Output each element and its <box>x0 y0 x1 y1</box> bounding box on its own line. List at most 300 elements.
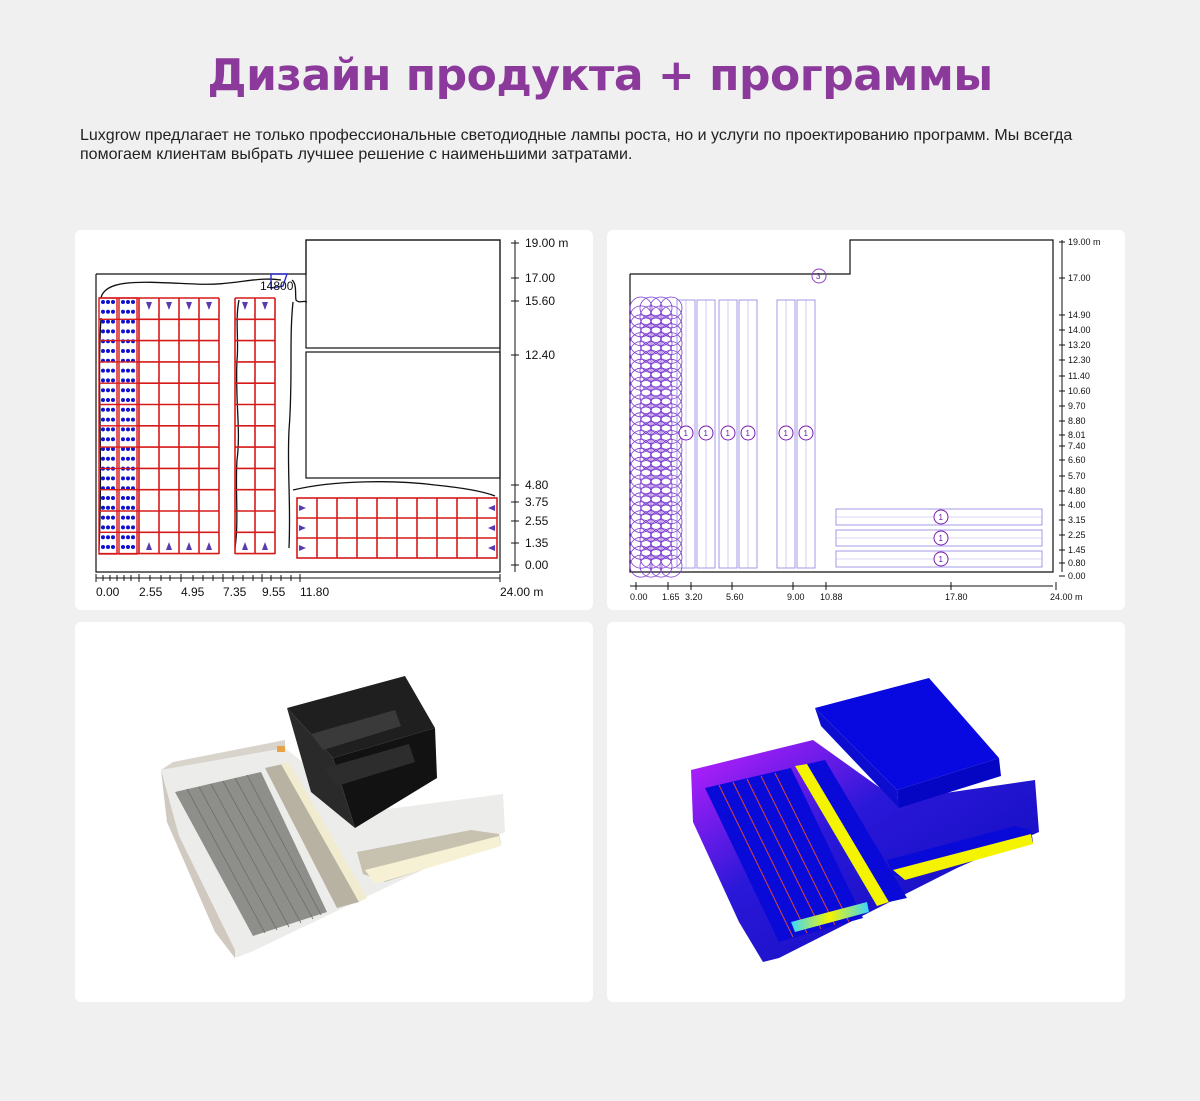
fixture-dot <box>111 408 115 412</box>
fixture-dot <box>131 437 135 441</box>
fixture-circle <box>650 350 672 372</box>
fixture-circle-array <box>630 297 682 577</box>
y-tick-label: 0.80 <box>1068 558 1086 568</box>
page-description: Luxgrow предлагает не только профессиональные светодиодные лампы роста, но и услуги по проектированию программ. Мы всегда помогаем клиентам выбрать лучшее решение с наименьшими затратами. <box>80 127 1073 163</box>
fixture-dot <box>101 320 105 324</box>
x-tick-label: 4.95 <box>181 585 205 599</box>
fixture-dot <box>101 437 105 441</box>
fixture-label: 1 <box>938 555 943 564</box>
arrow-marker <box>262 302 268 310</box>
fixture-circle <box>630 537 652 559</box>
fixture-circle <box>650 520 672 542</box>
fixture-dot <box>111 457 115 461</box>
fixture-dot <box>111 545 115 549</box>
fixture-dot <box>106 457 110 461</box>
fixture-circle <box>630 324 652 346</box>
fixture-dot <box>121 369 125 373</box>
fixture-circle <box>650 493 672 515</box>
fixture-circle <box>660 377 682 399</box>
fixture-dot <box>131 398 135 402</box>
fixture-circle <box>660 333 682 355</box>
fixture-circle <box>660 520 682 542</box>
fixture-circle <box>630 439 652 461</box>
fixture-circle <box>640 342 662 364</box>
fixture-dot <box>121 506 125 510</box>
fixture-dot <box>126 310 130 314</box>
fixture-dot <box>121 427 125 431</box>
x-tick-label: 0.00 <box>630 592 648 602</box>
arrow-marker <box>166 542 172 550</box>
fixture-circle <box>650 511 672 533</box>
fixture-circle <box>660 466 682 488</box>
y-tick-label: 0.00 <box>525 558 549 572</box>
y-tick-label: 4.80 <box>1068 486 1086 496</box>
y-axis-ticks <box>511 236 568 572</box>
fixture-circle <box>630 502 652 524</box>
fixture-circle <box>650 528 672 550</box>
fixture-circle <box>660 439 682 461</box>
fixture-dot <box>131 496 135 500</box>
fixture-dot <box>126 398 130 402</box>
arrow-marker <box>488 505 495 511</box>
fixture-circle <box>660 528 682 550</box>
fixture-dot <box>106 349 110 353</box>
fixture-dot <box>121 496 125 500</box>
fixture-dot <box>121 329 125 333</box>
fixture-dot <box>111 369 115 373</box>
x-tick-label: 10.88 <box>820 592 843 602</box>
fixture-dot <box>131 388 135 392</box>
fixture-dot <box>131 310 135 314</box>
fixture-circle <box>640 297 662 319</box>
x-tick-label: 1.65 <box>662 592 680 602</box>
fixture-dot <box>111 300 115 304</box>
fixture-dot <box>106 535 110 539</box>
fixture-dot <box>126 535 130 539</box>
fixture-circle <box>640 502 662 524</box>
x-tick-label: 3.20 <box>685 592 703 602</box>
arrow-marker <box>186 542 192 550</box>
arrow-marker <box>166 302 172 310</box>
fixture-dot <box>121 476 125 480</box>
fixture-circle <box>630 457 652 479</box>
fixture-dot <box>126 349 130 353</box>
arrow-marker <box>186 302 192 310</box>
fixture-circle <box>650 297 672 319</box>
fixture-circle <box>650 324 672 346</box>
fixture-circle <box>650 404 672 426</box>
fixture-circle <box>640 413 662 435</box>
fixture-circle <box>640 377 662 399</box>
fixture-circle <box>630 511 652 533</box>
y-axis-ticks <box>1059 237 1101 581</box>
fixture-label: 1 <box>938 513 943 522</box>
fixture-dot <box>131 378 135 382</box>
fixture-label: 1 <box>783 429 788 438</box>
fixture-dot <box>106 378 110 382</box>
fixture-circle <box>650 413 672 435</box>
fixture-circle <box>630 404 652 426</box>
fixture-circle <box>650 333 672 355</box>
fixture-dot <box>126 300 130 304</box>
fixture-dot <box>106 496 110 500</box>
fixture-dot <box>131 506 135 510</box>
fixture-circle <box>640 404 662 426</box>
fixture-circle <box>630 315 652 337</box>
fixture-dot <box>101 349 105 353</box>
fixture-circle <box>650 457 672 479</box>
arrow-marker <box>206 302 212 310</box>
fixture-dot <box>101 378 105 382</box>
y-tick-label: 19.00 m <box>525 236 569 250</box>
fixture-circle <box>660 555 682 577</box>
fixture-dot <box>111 476 115 480</box>
fixture-circle <box>630 528 652 550</box>
x-tick-label: 24.00 m <box>1050 592 1083 602</box>
fixture-dot <box>131 408 135 412</box>
fixture-dot <box>111 418 115 422</box>
fixture-label: 1 <box>683 429 688 438</box>
fixture-dot <box>111 496 115 500</box>
arrow-marker <box>299 545 306 551</box>
fixture-circle <box>630 466 652 488</box>
fixture-dot <box>131 418 135 422</box>
fixture-dot <box>101 418 105 422</box>
fixture-circle <box>660 546 682 568</box>
page-title: Дизайн продукта + программы <box>207 50 993 101</box>
y-tick-label: 3.75 <box>525 495 549 509</box>
fixture-dot <box>126 408 130 412</box>
fixture-dot <box>121 408 125 412</box>
arrow-marker <box>242 302 248 310</box>
x-tick-label: 11.80 <box>300 585 330 599</box>
fixture-circle <box>660 359 682 381</box>
fixture-circle <box>650 439 672 461</box>
fixture-dot <box>121 300 125 304</box>
fixture-dot <box>126 525 130 529</box>
fixture-circle <box>630 368 652 390</box>
fixture-circle <box>640 484 662 506</box>
fixture-circle <box>630 431 652 453</box>
fixture-dot <box>111 349 115 353</box>
y-tick-label: 3.15 <box>1068 515 1086 525</box>
fixture-circle <box>660 315 682 337</box>
fixture-dot <box>101 408 105 412</box>
fixture-dot <box>126 369 130 373</box>
fixture-dot <box>126 437 130 441</box>
fixture-circle <box>630 359 652 381</box>
fixture-circle <box>650 431 672 453</box>
fixture-circle <box>650 466 672 488</box>
fixture-circle <box>660 368 682 390</box>
y-tick-label: 9.70 <box>1068 401 1086 411</box>
fixture-circle <box>640 520 662 542</box>
y-tick-label: 7.40 <box>1068 441 1086 451</box>
arrow-marker <box>146 542 152 550</box>
fixture-circle <box>640 422 662 444</box>
fixture-circle <box>640 511 662 533</box>
fixture-circle <box>650 306 672 328</box>
fixture-dot <box>121 388 125 392</box>
x-tick-label: 7.35 <box>223 585 247 599</box>
y-tick-label: 4.80 <box>525 478 549 492</box>
fixture-dot <box>101 476 105 480</box>
fixture-dot <box>126 388 130 392</box>
y-tick-label: 5.70 <box>1068 471 1086 481</box>
fixture-circle <box>640 324 662 346</box>
y-tick-label: 19.00 m <box>1068 237 1101 247</box>
fixture-dot <box>121 398 125 402</box>
fixture-dot <box>121 516 125 520</box>
fixture-dot <box>101 545 105 549</box>
bench-grid-lower <box>297 498 497 558</box>
y-tick-label: 0.00 <box>1068 571 1086 581</box>
fixture-circle <box>630 306 652 328</box>
fixture-circle <box>640 315 662 337</box>
arrow-marker <box>146 302 152 310</box>
fixture-dot <box>106 388 110 392</box>
luminaire-plan-card <box>607 230 1125 610</box>
fixture-dot <box>106 310 110 314</box>
fixture-circle <box>650 475 672 497</box>
fixture-circle <box>630 555 652 577</box>
fixture-dot <box>121 535 125 539</box>
fixture-circle <box>630 413 652 435</box>
fixture-circle <box>660 386 682 408</box>
fixture-label: 1 <box>803 429 808 438</box>
fixture-dot <box>126 496 130 500</box>
fixture-circle <box>650 386 672 408</box>
fixture-dot <box>106 408 110 412</box>
arrow-marker <box>206 542 212 550</box>
fixture-circle <box>630 448 652 470</box>
fixture-dot <box>126 476 130 480</box>
y-tick-label: 2.55 <box>525 514 549 528</box>
fixture-dot <box>106 516 110 520</box>
fixture-dot <box>131 427 135 431</box>
fixture-dot <box>106 476 110 480</box>
arrow-marker <box>488 525 495 531</box>
fixture-circle <box>630 546 652 568</box>
fixture-circle <box>630 493 652 515</box>
fixture-circle <box>650 555 672 577</box>
y-tick-label: 17.00 <box>1068 273 1091 283</box>
y-tick-label: 12.40 <box>525 348 556 362</box>
fixture-circle <box>630 297 652 319</box>
y-tick-label: 1.35 <box>525 536 549 550</box>
fixture-circle <box>630 475 652 497</box>
fixture-dot <box>101 369 105 373</box>
fixture-circle <box>640 555 662 577</box>
x-tick-label: 9.55 <box>262 585 286 599</box>
fixture-dot <box>126 329 130 333</box>
fixture-dot <box>126 506 130 510</box>
fixture-circle <box>660 511 682 533</box>
fixture-circle <box>640 431 662 453</box>
fixture-dot <box>101 516 105 520</box>
layout-plan-grid-card <box>75 230 593 610</box>
fixture-circle <box>640 359 662 381</box>
fixture-dot <box>131 545 135 549</box>
fixture-circle <box>660 342 682 364</box>
fixture-circle <box>630 350 652 372</box>
render-3d-falsecolor <box>607 622 1125 1002</box>
x-tick-label: 0.00 <box>96 585 120 599</box>
fixture-circle <box>640 386 662 408</box>
fixture-circle <box>640 395 662 417</box>
fixture-dot <box>101 535 105 539</box>
fixture-dot <box>131 457 135 461</box>
fixture-circle <box>660 306 682 328</box>
fixture-circle <box>630 520 652 542</box>
fixture-circle <box>630 342 652 364</box>
fixture-dot <box>106 300 110 304</box>
fixture-dot <box>111 427 115 431</box>
fixture-dot <box>131 535 135 539</box>
fixture-circle <box>650 484 672 506</box>
fixture-dot <box>126 378 130 382</box>
fixture-dot <box>101 427 105 431</box>
fixture-dot <box>106 506 110 510</box>
fixture-dot <box>131 369 135 373</box>
fixture-dot <box>131 476 135 480</box>
layout-plan-grid <box>75 230 593 610</box>
fixture-circle <box>660 395 682 417</box>
fixture-circle <box>660 493 682 515</box>
render-3d-gray-card <box>75 622 593 1002</box>
fixture-dot <box>121 457 125 461</box>
fixture-circle <box>660 324 682 346</box>
fixture-dot <box>101 506 105 510</box>
fixture-circle <box>650 359 672 381</box>
fixture-dot <box>126 545 130 549</box>
bench-grid-main <box>137 298 275 554</box>
fixture-circle <box>630 333 652 355</box>
fixture-dot <box>106 427 110 431</box>
y-tick-label: 13.20 <box>1068 340 1091 350</box>
fixture-circle <box>640 466 662 488</box>
x-tick-label: 17.80 <box>945 592 968 602</box>
x-axis-end-label: 24.00 m <box>500 585 544 599</box>
fixture-circle <box>660 484 682 506</box>
fixture-circle <box>640 457 662 479</box>
fixture-circle <box>650 537 672 559</box>
y-tick-label: 8.80 <box>1068 416 1086 426</box>
fixture-circle <box>650 395 672 417</box>
y-tick-label: 6.60 <box>1068 455 1086 465</box>
fixture-circle <box>660 537 682 559</box>
fixture-dot <box>101 300 105 304</box>
arrow-marker <box>242 542 248 550</box>
fixture-circle <box>640 528 662 550</box>
y-tick-label: 12.30 <box>1068 355 1091 365</box>
fixture-dot <box>111 388 115 392</box>
fixture-dot <box>131 329 135 333</box>
fixture-dot <box>121 545 125 549</box>
fixture-dot <box>131 300 135 304</box>
fixture-circle <box>630 395 652 417</box>
fixture-dot <box>101 388 105 392</box>
fixture-dot <box>101 310 105 314</box>
fixture-dot <box>106 545 110 549</box>
fixture-circle <box>630 377 652 399</box>
fixture-circle <box>640 448 662 470</box>
fixture-circle <box>640 439 662 461</box>
y-tick-label: 4.00 <box>1068 500 1086 510</box>
fixture-dot <box>126 320 130 324</box>
fixture-dot <box>126 418 130 422</box>
fixture-dot <box>111 516 115 520</box>
fixture-dot <box>126 457 130 461</box>
fixture-dot <box>101 525 105 529</box>
fixture-dot <box>101 496 105 500</box>
y-tick-label: 14.90 <box>1068 310 1091 320</box>
fixture-dot <box>106 398 110 402</box>
fixture-dot <box>121 418 125 422</box>
fixture-circle <box>650 377 672 399</box>
fixture-dot <box>101 457 105 461</box>
fixture-label: 1 <box>703 429 708 438</box>
fixture-dot <box>126 516 130 520</box>
fixture-circle <box>650 448 672 470</box>
fixture-dot <box>126 427 130 431</box>
fixture-dot <box>131 516 135 520</box>
door-marker-label: 3 <box>816 272 821 281</box>
y-tick-label: 2.25 <box>1068 530 1086 540</box>
contour-value-label: 14800 <box>260 279 294 293</box>
fixture-dot <box>121 378 125 382</box>
render-3d-gray <box>75 622 593 1002</box>
fixture-dot <box>111 506 115 510</box>
fixture-label: 1 <box>938 534 943 543</box>
y-tick-label: 17.00 <box>525 271 556 285</box>
arrow-marker <box>262 542 268 550</box>
y-tick-label: 8.01 <box>1068 430 1086 440</box>
fixture-dot <box>111 310 115 314</box>
x-axis-ticks <box>630 582 1083 602</box>
fixture-dot <box>106 320 110 324</box>
fixture-dot <box>111 535 115 539</box>
fixture-circle <box>660 448 682 470</box>
fixture-circle <box>660 475 682 497</box>
fixture-circle <box>660 502 682 524</box>
fixture-dot <box>121 437 125 441</box>
fixture-dot <box>121 525 125 529</box>
fixture-dot <box>111 398 115 402</box>
fixture-label: 1 <box>725 429 730 438</box>
y-tick-label: 14.00 <box>1068 325 1091 335</box>
fixture-strips <box>677 300 1042 568</box>
fixture-dot <box>111 329 115 333</box>
fixture-dot <box>111 320 115 324</box>
fixture-circle <box>640 333 662 355</box>
fixture-circle <box>640 475 662 497</box>
fixture-circle <box>650 546 672 568</box>
fixture-circle <box>640 537 662 559</box>
fixture-dot <box>111 525 115 529</box>
y-tick-label: 10.60 <box>1068 386 1091 396</box>
arrow-marker <box>299 505 306 511</box>
fixture-dot <box>106 525 110 529</box>
fixture-dot <box>131 525 135 529</box>
fixture-circle <box>660 350 682 372</box>
fixture-circle <box>650 342 672 364</box>
fixture-dot <box>101 398 105 402</box>
fixture-dot <box>106 369 110 373</box>
fixture-circle <box>630 386 652 408</box>
fixture-label: 1 <box>745 429 750 438</box>
fixture-dot <box>111 437 115 441</box>
